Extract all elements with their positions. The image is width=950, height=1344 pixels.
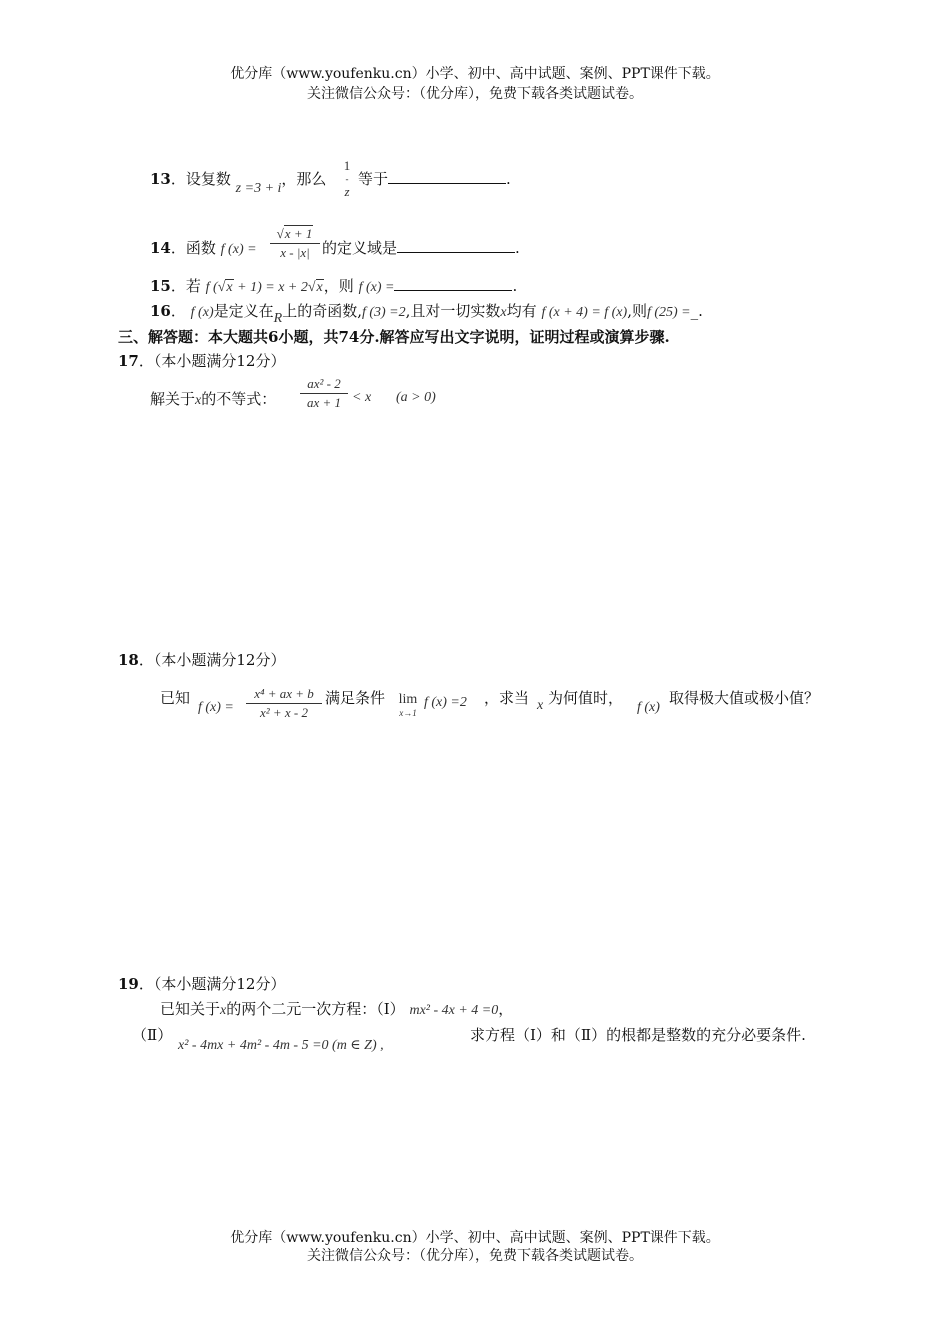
question-text: 等于 [358,170,389,188]
math-expression: < x [352,390,372,405]
fraction-bar [246,703,322,704]
math-expression: f (x) = [220,242,257,257]
fraction-domain: √x + 1 x - |x| [270,226,320,261]
fraction-one-over-z-conj [340,158,354,200]
fraction-bar [270,243,320,244]
math-expression: f (x) = [358,280,395,295]
fraction-numerator: 1 [343,158,351,173]
question-19-text-d: 求方程（Ⅰ）和（Ⅱ）的根都是整数的充分必要条件. [470,1026,806,1044]
math-equation-1: mx² - 4x + 4 =0 [409,1003,499,1018]
answer-blank[interactable] [397,238,515,253]
question-18-text-c: ，求当 [484,689,530,707]
question-number: 16 [150,302,171,320]
math-expression: R [273,311,283,326]
math-variable: x [220,1003,227,1018]
question-text: ，则 [323,277,354,295]
question-19-line1 [160,998,513,1019]
page-header-line1: 优分库（www.youfenku.cn）小学、初中、高中试题、案例、PPT课件下载。 [230,66,720,82]
math-expression: x [195,393,202,408]
question-text: ,则 [627,302,647,320]
fraction-function [246,686,322,721]
limit-operator: lim x→1 [398,692,418,718]
math-equation-2: x² - 4mx + 4m² - 4m - 5 =0 (m ∈ Z) , [178,1038,384,1053]
question-text: 的不等式： [201,390,277,408]
page-footer-line1: 优分库（www.youfenku.cn）小学、初中、高中试题、案例、PPT课件下载。 [230,1230,720,1246]
question-18-text-d: 为何值时， [548,689,624,707]
answer-blank[interactable] [388,169,506,184]
math-expression: z =3 + i [235,181,282,196]
question-text: ，那么 [281,170,327,188]
question-18-label [118,649,285,670]
question-number: 19 [118,975,139,993]
math-expression: f (x) [190,305,214,320]
question-17 [150,388,276,409]
math-expression: f (x + 4) = f (x) [541,305,628,320]
fraction-inequality [300,376,348,411]
question-number: 17 [118,352,139,370]
equation-ii-label: （Ⅱ） [132,1026,173,1044]
math-expression: f (25) = [646,305,691,320]
question-text: ,且对一切实数 [405,302,501,320]
fraction-mid: - [345,174,349,184]
question-13 [150,168,327,196]
question-14 [150,237,257,258]
question-17-label [118,350,285,371]
math-condition: (a > 0) [396,390,436,405]
question-number: 15 [150,277,171,295]
math-expression: x [500,305,507,320]
question-18-text-a: 已知 [160,689,191,707]
fraction-denominator: x - |x| [280,245,310,260]
question-13-tail: 等于 . [358,170,511,188]
math-expression: f (√x + 1) = x + 2√x [205,280,323,295]
question-text: ．设复数 [170,170,231,188]
math-expression: f (x) [637,700,660,715]
section-title: 三、解答题：本大题共6小题，共74分.解答应写出文字说明，证明过程或演算步骤. [118,328,670,346]
math-expression: f (x) =2 [424,695,467,710]
question-score: ．（本小题满分12分） [138,651,286,669]
question-16: 16． f (x)是定义在R上的奇函数,f (3) =2,且对一切实数x均有 f (x + 4) = f (x),则f (25) =_. [150,302,703,326]
question-text: 解关于 [150,390,196,408]
answer-blank[interactable] [394,276,512,291]
math-expression: f (x) = [198,700,234,715]
fraction-bar [300,393,348,394]
math-expression: f (3) =2 [361,305,406,320]
math-variable: x [537,698,544,713]
fraction-denominator: x² + x - 2 [259,705,309,720]
question-text: 已知关于 [160,1000,221,1018]
question-15: 15．若 f (√x + 1) = x + 2√x，则 f (x) = . [150,277,518,295]
question-number: 14 [150,239,171,257]
question-text: ．若 [170,277,201,295]
question-text: 是定义在 [213,302,274,320]
question-number: 13 [150,170,171,188]
question-score: ．（本小题满分12分） [138,352,286,370]
fraction-numerator: x + 1 [284,226,313,241]
question-score: ．（本小题满分12分） [138,975,286,993]
question-text: 的两个二元一次方程：（Ⅰ） [226,1000,405,1018]
question-text: ．函数 [170,239,216,257]
question-text: 均有 [506,302,537,320]
fraction-denominator: z [344,184,350,199]
page-header-line2: 关注微信公众号：（优分库），免费下载各类试题试卷。 [307,86,643,102]
question-14-tail: 的定义域是 . [322,239,520,257]
fraction-numerator: ax² - 2 [307,376,341,391]
question-19-label [118,973,285,994]
question-text: 上的奇函数, [282,302,362,320]
question-number: 18 [118,651,139,669]
fraction-denominator: ax + 1 [306,395,342,410]
question-18-text-b: 满足条件 [325,689,386,707]
question-text: 的定义域是 [322,239,398,257]
question-text: _. [690,302,703,320]
question-18-text-e: 取得极大值或极小值？ [669,689,820,707]
fraction-numerator: x⁴ + ax + b [254,686,314,701]
question-text: ， [498,1000,514,1018]
page-footer-line2: 关注微信公众号：（优分库），免费下载各类试题试卷。 [307,1248,643,1264]
